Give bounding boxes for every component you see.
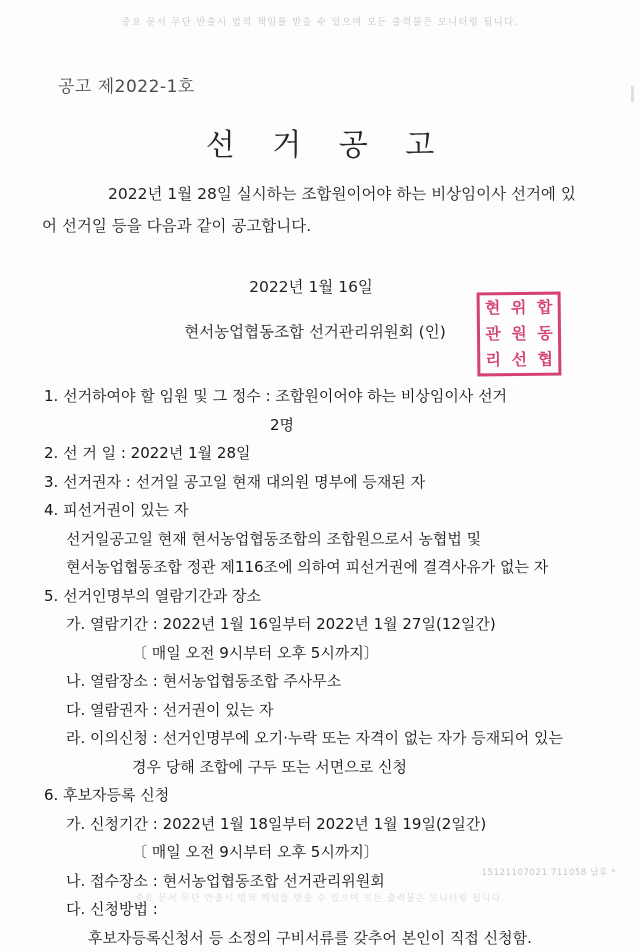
provision-line: 가. 신청기간 : 2022년 1월 18일부터 2022년 1월 19일(2일간) <box>44 810 610 839</box>
seal-character-8: 선 <box>506 347 532 373</box>
provision-line: 선거일공고일 현재 현서농업협동조합의 조합원으로서 농협법 및 <box>44 525 610 554</box>
document-number: 공고 제2022-1호 <box>58 72 195 97</box>
seal-character-6: 동 <box>532 321 558 347</box>
provision-line: 4. 피선거권이 있는 자 <box>44 496 610 525</box>
seal-character-3: 합 <box>532 295 558 321</box>
seal-character-9: 협 <box>532 347 558 373</box>
provision-line: 후보자등록신청서 등 소정의 구비서류를 갖추어 본인이 직접 신청함. <box>44 924 610 952</box>
provision-line: 현서농업협동조합 정관 제116조에 의하여 피선거권에 결격사유가 없는 자 <box>44 553 610 582</box>
provision-item <box>44 382 610 439</box>
seal-character-4: 관 <box>480 321 506 347</box>
provision-line: 라. 이의신청 : 선거인명부에 오기·누락 또는 자격이 없는 자가 등재되어 있는 <box>44 724 610 753</box>
official-seal-stamp <box>477 292 562 377</box>
seal-character-5: 원 <box>506 321 532 347</box>
provision-line: 가. 열람기간 : 2022년 1월 16일부터 2022년 1월 27일(12일간) <box>44 610 610 639</box>
provision-item <box>44 468 610 497</box>
top-watermark-text: 중요 문서 무단 반출시 법적 책임를 받을 수 있으며 모든 출력물은 모니터링 됩니다. <box>0 14 640 28</box>
provision-line: 6. 후보자등록 신청 <box>44 781 610 810</box>
issue-date: 2022년 1월 16일 <box>0 275 640 297</box>
provision-line: 다. 열람권자 : 선거권이 있는 자 <box>44 696 610 725</box>
provision-line: 나. 접수장소 : 현서농업협동조합 선거관리위원회 <box>44 867 610 896</box>
provision-line: 다. 신청방법 : <box>44 895 610 924</box>
provision-line: 〔 매일 오전 9시부터 오후 5시까지〕 <box>44 639 610 668</box>
provision-line: 나. 열람장소 : 현서농업협동조합 주사무소 <box>44 667 610 696</box>
provision-line: 2명 <box>44 411 610 440</box>
page-title: 선 거 공 고 <box>0 120 640 164</box>
bottom-right-watermark: 15121107021 711058 남후 * <box>481 866 616 878</box>
seal-character-2: 위 <box>506 295 532 321</box>
provision-item <box>44 496 610 582</box>
provision-item <box>44 582 610 782</box>
provision-item <box>44 439 610 468</box>
intro-line-2: 어 선거일 등을 다음과 같이 공고합니다. <box>42 210 600 242</box>
intro-paragraph <box>42 178 600 242</box>
seal-character-7: 리 <box>480 347 506 373</box>
seal-character-1: 현 <box>480 295 506 321</box>
page-edge-mark <box>631 86 634 102</box>
provision-line: 5. 선거인명부의 열람기간과 장소 <box>44 582 610 611</box>
provision-line: 〔 매일 오전 9시부터 오후 5시까지〕 <box>44 838 610 867</box>
bottom-center-watermark: 중요 문서 무단 반출시 법적 책임를 받을 수 있으며 모든 출력물은 모니터링 됩니다. <box>0 891 640 904</box>
provision-line: 2. 선 거 일 : 2022년 1월 28일 <box>44 439 610 468</box>
provision-line: 1. 선거하여야 할 임원 및 그 정수 : 조합원이어야 하는 비상임이사 선거 <box>44 382 610 411</box>
intro-line-1: 2022년 1월 28일 실시하는 조합원이어야 하는 비상임이사 선거에 있 <box>42 178 600 210</box>
issuer-name: 현서농업협동조합 선거관리위원회 (인) <box>0 320 640 342</box>
provision-line: 경우 당해 조합에 구두 또는 서면으로 신청 <box>44 753 610 782</box>
provision-line: 3. 선거권자 : 선거일 공고일 현재 대의원 명부에 등재된 자 <box>44 468 610 497</box>
